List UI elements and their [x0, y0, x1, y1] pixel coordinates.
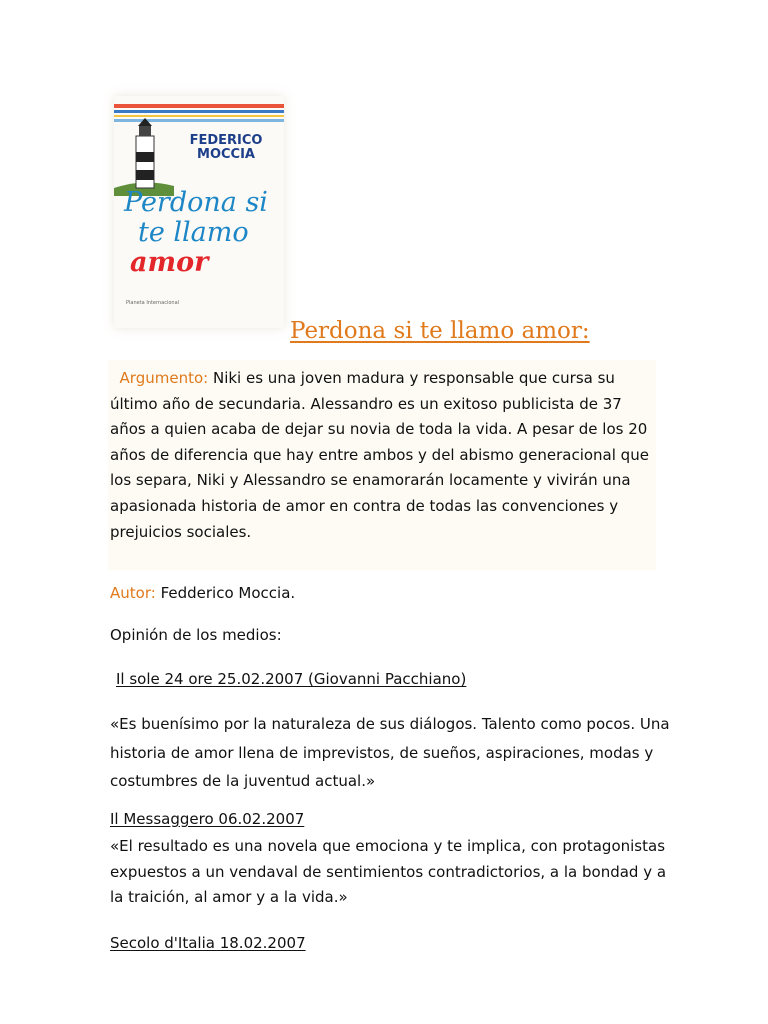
review-source: Secolo d'Italia 18.02.2007 — [110, 934, 306, 952]
cover-title-line: amor — [130, 247, 209, 278]
cover-title — [124, 188, 279, 278]
page-title: Perdona si te llamo amor: — [290, 318, 590, 344]
book-cover — [114, 96, 284, 328]
author-line — [110, 584, 295, 602]
review-quote: «El resultado es una novela que emociona y te implica, con protagonistas expuestos a un vendaval de sentimientos contradictorios, a la bondad y a la traición, al amor y a la vida.» — [110, 837, 667, 906]
review-quote: «Es buenísimo por la naturaleza de sus diálogos. Talento como pocos. Una historia de amor llena de imprevistos, de sueños, aspiraciones, modas y costumbres de la juventud actual.» — [110, 715, 670, 790]
cover-publisher: Planeta Internacional — [126, 300, 180, 306]
review-source: Il sole 24 ore 25.02.2007 (Giovanni Pacchiano) — [116, 670, 467, 688]
argument-label: Argumento: — [119, 369, 209, 387]
cover-title-line: Perdona si — [124, 187, 268, 218]
media-heading: Opinión de los medios: — [110, 626, 282, 644]
argument-paragraph — [110, 366, 655, 545]
review-source: Il Messaggero 06.02.2007 — [110, 810, 305, 828]
cover-author: FEDERICO MOCCIA — [189, 133, 263, 162]
argument-text: Niki es una joven madura y responsable que cursa su último año de secundaria. Alessandro es un exitoso publicista de 37 años a quien acaba de dejar su novia de toda la vida. A pesar de los 20 años de diferencia que hay entre ambos y del abismo generacional que los separa, Niki y Alessandro se enamorarán locamente y vivirán una apasionada historia de amor en contra de todas las convenciones y prejuicios sociales. — [110, 369, 649, 541]
cover-title-line: te llamo — [138, 217, 249, 248]
author-label: Autor: — [110, 584, 156, 602]
author-name: Fedderico Moccia. — [160, 584, 296, 602]
